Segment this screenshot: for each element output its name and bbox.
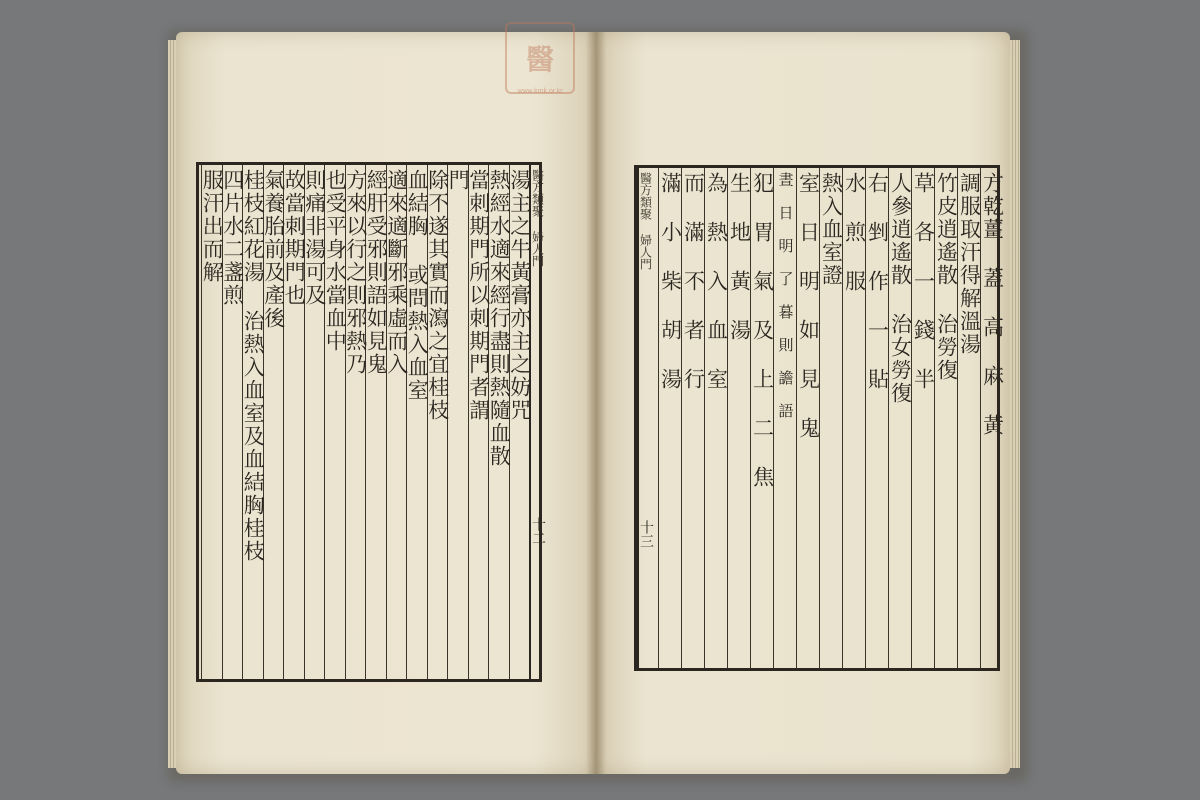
left-fold-page: 十二 <box>530 517 546 545</box>
column-text: 熱經水適來經行盡則熱隨血散 <box>487 169 512 468</box>
left-fold-header: 醫方類聚 婦人門 <box>530 169 545 267</box>
library-stamp-caption: www.kmk.or.kr <box>517 88 563 95</box>
column-text: 湯主之牛黃膏亦主之妨咒 <box>507 169 532 422</box>
column-text: 服汗出而解 <box>200 169 225 284</box>
column-text: 方乾薑 蓋 高 麻 黃 <box>980 172 1005 437</box>
column-text: 門 <box>446 169 471 192</box>
column-text: 生 地 黃 湯 <box>727 172 752 342</box>
column-text: 氣養胎前及產後 <box>261 169 286 330</box>
column-text: 右 剉 作 一 貼 <box>865 172 890 391</box>
column-text: 為 熱 入 血 室 <box>704 172 729 391</box>
right-text-frame <box>634 165 1005 671</box>
text-column <box>796 168 820 668</box>
book-gutter <box>586 32 606 774</box>
right-fold-header: 醫方類聚 婦人門 <box>638 172 653 270</box>
text-column <box>468 165 490 679</box>
text-column <box>658 168 682 668</box>
column-text: 當刺期門所以刺期門者謂 <box>466 169 491 422</box>
column-text: 熱入血室證 <box>819 172 844 287</box>
library-stamp: 醫 <box>505 22 575 94</box>
column-text: 人參逍遙散 治女勞復 <box>888 172 913 405</box>
text-column <box>201 165 223 679</box>
column-text: 室 日 明 如 見 鬼 <box>796 172 821 440</box>
column-text: 晝 日 明 了 暮 則 譫 語 <box>776 172 795 418</box>
left-text-frame <box>196 162 546 682</box>
column-text: 滿 小 柴 胡 湯 <box>658 172 683 391</box>
column-text: 方來以行之則邪熱乃 <box>343 169 368 376</box>
column-text: 桂枝紅花湯 治熱入血室及血結胸桂枝 <box>241 169 266 563</box>
column-text: 犯 胃 氣 及 上 二 焦 <box>750 172 775 489</box>
column-text: 草 各 一 錢 半 <box>911 172 936 391</box>
column-text: 故當刺期門也 <box>282 169 307 307</box>
column-text: 調服取汗得解溫湯 <box>957 172 982 356</box>
right-fold-page: 十三 <box>638 520 654 548</box>
column-text: 則痛非湯可及 <box>302 169 327 307</box>
column-text: 經肝受邪則語如見鬼 <box>364 169 389 376</box>
column-text: 除不遂其實而瀉之宜桂枝 <box>425 169 450 422</box>
column-text: 水 煎 服 <box>842 172 867 293</box>
column-text: 而 滿 不 者 行 <box>681 172 706 391</box>
column-text: 血結胸 或問熱入血室 <box>405 169 430 402</box>
column-text: 適來適斷邪乘虛而入 <box>384 169 409 376</box>
column-text: 也受平身水當血中 <box>323 169 348 353</box>
right-fold-column <box>637 168 653 668</box>
column-text: 竹皮逍遙散 治勞復 <box>934 172 959 382</box>
column-text: 四片水二盞煎 <box>220 169 245 307</box>
